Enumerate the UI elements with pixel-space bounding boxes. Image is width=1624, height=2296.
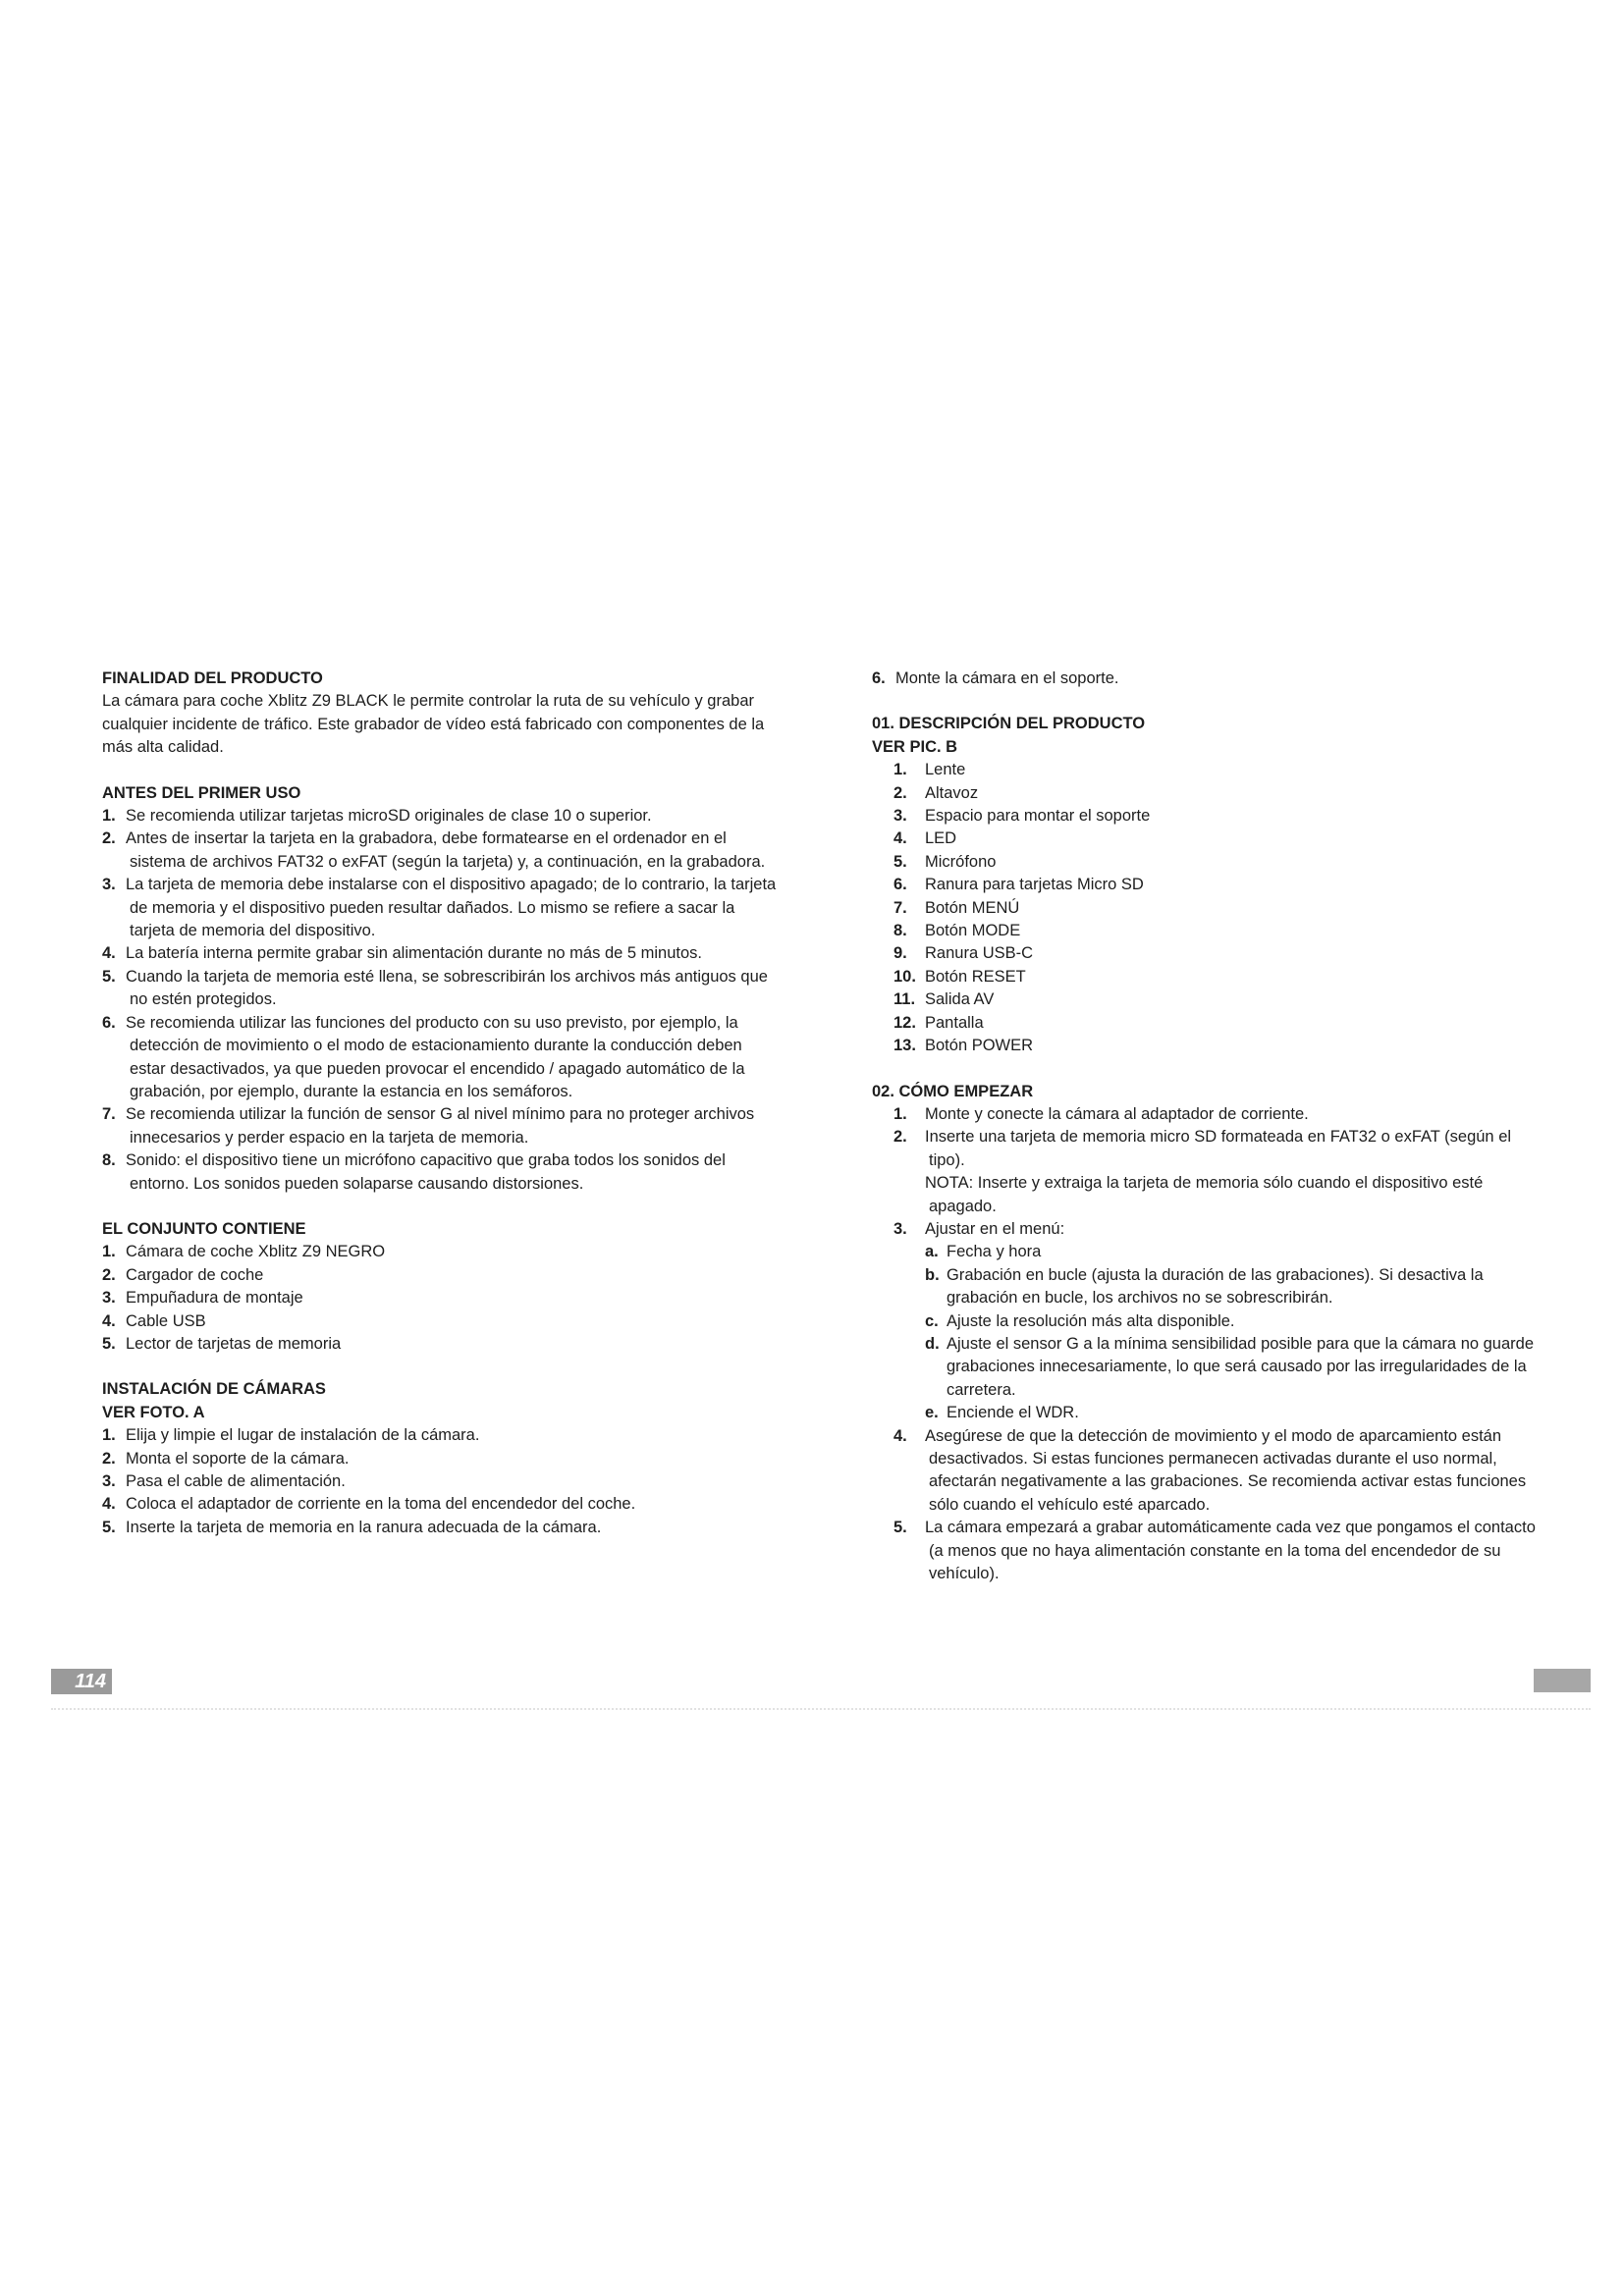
- page-tab-right: [1534, 1669, 1591, 1692]
- item-text: Inserte una tarjeta de memoria micro SD formateada en FAT32 o exFAT (según el tipo).: [925, 1128, 1512, 1169]
- item-text: Lector de tarjetas de memoria: [126, 1334, 342, 1353]
- item-text: Sonido: el dispositivo tiene un micrófono capacitivo que graba todos los sonidos del entorno. Los sonidos pueden solaparse causando distorsiones.: [126, 1151, 726, 1193]
- item-number: 3.: [102, 1472, 116, 1490]
- item-text: Salida AV: [925, 990, 995, 1009]
- item-letter: b.: [925, 1265, 940, 1284]
- item-text: Empuñadura de montaje: [126, 1289, 303, 1308]
- item-number: 3.: [102, 1289, 116, 1308]
- list-item: [102, 1448, 780, 1470]
- numbered-list: [102, 1424, 780, 1539]
- item-number: 1.: [102, 1243, 116, 1261]
- item-text: Ajuste el sensor G a la mínima sensibilidad posible para que la cámara no guarde grabaciones innecesariamente, lo que será causado por las irregularidades de la carretera.: [947, 1334, 1535, 1399]
- item-number: 10.: [893, 967, 916, 986]
- item-number: 2.: [102, 1449, 116, 1468]
- list-item: [872, 874, 1549, 896]
- section-title: 02. CÓMO EMPEZAR: [872, 1082, 1034, 1100]
- footer-rule: [51, 1708, 1591, 1711]
- paragraph: La cámara para coche Xblitz Z9 BLACK le permite controlar la ruta de su vehículo y grabar cualquier incidente de tráfico. Este grabador de vídeo está fabricado con componentes de la más alta calidad.: [102, 692, 765, 757]
- list-item: [102, 1264, 780, 1287]
- section-finalidad: [102, 667, 780, 760]
- item-text: Se recomienda utilizar la función de sensor G al nivel mínimo para no proteger archivos innecesarios y perder espacio en la tarjeta de memoria.: [126, 1105, 755, 1147]
- list-item: [872, 1103, 1549, 1126]
- item-text: Ranura USB-C: [925, 944, 1034, 963]
- item-text: Espacio para montar el soporte: [925, 807, 1151, 826]
- item-text: Inserte la tarjeta de memoria en la ranura adecuada de la cámara.: [126, 1518, 602, 1536]
- list-item: [102, 1241, 780, 1263]
- numbered-list: [872, 759, 1549, 1057]
- list-item: [872, 942, 1549, 965]
- section-continuation: [872, 667, 1549, 690]
- list-item: [872, 966, 1549, 988]
- item-number: 4.: [102, 944, 116, 963]
- list-item: [872, 988, 1549, 1011]
- item-text: Altavoz: [925, 783, 979, 802]
- item-number: 5.: [893, 1519, 907, 1537]
- item-text: LED: [925, 829, 957, 848]
- item-number: 11.: [893, 990, 916, 1009]
- list-item: [872, 1517, 1549, 1585]
- list-item: [872, 1425, 1549, 1518]
- item-text: Botón MODE: [925, 922, 1021, 940]
- list-item: [102, 966, 780, 1012]
- section-title: ANTES DEL PRIMER USO: [102, 783, 301, 802]
- item-text: Cuando la tarjeta de memoria esté llena, se sobrescribirán los archivos más antiguos que no estén protegidos.: [126, 967, 768, 1009]
- list-item: [102, 1149, 780, 1196]
- item-letter: e.: [925, 1404, 939, 1422]
- item-text: Coloca el adaptador de corriente en la toma del encendedor del coche.: [126, 1495, 636, 1514]
- list-item: [102, 1333, 780, 1356]
- list-item: [872, 1035, 1549, 1057]
- numbered-list: [872, 667, 1549, 690]
- sub-list-item: [872, 1264, 1549, 1310]
- list-item: [102, 1103, 780, 1149]
- item-number: 3.: [893, 807, 907, 826]
- item-number: 1.: [893, 761, 907, 779]
- sub-list-item: [872, 1310, 1549, 1333]
- item-number: 8.: [893, 922, 907, 940]
- section-subtitle: VER PIC. B: [872, 737, 958, 756]
- list-item: [872, 667, 1549, 690]
- numbered-list: [102, 1241, 780, 1356]
- item-text: Antes de insertar la tarjeta en la grabadora, debe formatearse en el ordenador en el sistema de archivos FAT32 o exFAT (según la tarjeta) y, a continuación, en la grabadora.: [126, 829, 766, 871]
- list-item: [872, 897, 1549, 920]
- item-text: Monte la cámara en el soporte.: [895, 669, 1119, 687]
- item-number: 1.: [893, 1104, 907, 1123]
- numbered-list: [872, 1103, 1549, 1241]
- item-text: Lente: [925, 761, 966, 779]
- list-item: [102, 1287, 780, 1309]
- item-number: 4.: [893, 1426, 907, 1445]
- item-number: 8.: [102, 1151, 116, 1170]
- item-text: Botón RESET: [925, 967, 1026, 986]
- list-item: [102, 828, 780, 874]
- item-text: Ranura para tarjetas Micro SD: [925, 876, 1144, 894]
- numbered-list: [102, 805, 780, 1196]
- item-number: 5.: [102, 1518, 116, 1536]
- numbered-list-continued: [872, 1425, 1549, 1586]
- note-text: NOTA: Inserte y extraiga la tarjeta de memoria sólo cuando el dispositivo esté apagado.: [925, 1174, 1484, 1215]
- item-text: La cámara empezará a grabar automáticamente cada vez que pongamos el contacto (a menos que no haya alimentación constante en la toma del encendedor de su vehículo).: [925, 1519, 1536, 1583]
- section-title: FINALIDAD DEL PRODUCTO: [102, 669, 323, 687]
- sub-list-item: [872, 1402, 1549, 1424]
- item-number: 6.: [872, 669, 886, 687]
- item-text: Elija y limpie el lugar de instalación de la cámara.: [126, 1426, 480, 1445]
- item-number: 1.: [102, 1426, 116, 1445]
- item-text: Botón POWER: [925, 1037, 1034, 1055]
- item-number: 3.: [893, 1219, 907, 1238]
- item-number: 1.: [102, 807, 116, 826]
- item-text: Asegúrese de que la detección de movimiento y el modo de aparcamiento están desactivados. Si estas funciones permanecen activadas durante el uso normal, afectarán negativamente a las grabaciones. Se recomienda activar estas funciones sólo cuando el vehículo esté aparcado.: [925, 1426, 1527, 1514]
- section-title: EL CONJUNTO CONTIENE: [102, 1219, 306, 1238]
- list-item: [872, 828, 1549, 850]
- item-text: La batería interna permite grabar sin alimentación durante no más de 5 minutos.: [126, 944, 702, 963]
- sub-list-item: [872, 1333, 1549, 1402]
- item-text: Micrófono: [925, 852, 997, 871]
- item-text: Se recomienda utilizar las funciones del producto con su uso previsto, por ejemplo, la detección de movimiento o el modo de estacionamiento durante la conducción deben estar desactivados, ya que pueden provocar el encendido / apagado automático de la grabación, por ejemplo, durante la estancia en los semáforos.: [126, 1013, 745, 1100]
- list-item: [872, 759, 1549, 781]
- list-item: [102, 1012, 780, 1104]
- page-number: 114: [75, 1671, 106, 1692]
- item-number: 9.: [893, 944, 907, 963]
- list-item: [102, 1424, 780, 1447]
- item-number: 5.: [102, 967, 116, 986]
- item-number: 4.: [102, 1495, 116, 1514]
- section-instalacion: [102, 1378, 780, 1539]
- sub-list-item: [872, 1241, 1549, 1263]
- item-number: 7.: [102, 1105, 116, 1124]
- right-column: [872, 667, 1549, 1608]
- list-item: [872, 920, 1549, 942]
- list-item: [102, 874, 780, 942]
- item-text: Ajuste la resolución más alta disponible.: [947, 1311, 1235, 1330]
- list-item: [102, 1310, 780, 1333]
- section-descripcion: [872, 713, 1549, 1057]
- item-number: 6.: [102, 1013, 116, 1032]
- section-title: 01. DESCRIPCIÓN DEL PRODUCTO: [872, 715, 1146, 733]
- list-item: [872, 1012, 1549, 1035]
- list-item: [102, 1517, 780, 1539]
- item-text: Enciende el WDR.: [947, 1404, 1079, 1422]
- item-number: 12.: [893, 1013, 916, 1032]
- item-letter: d.: [925, 1334, 940, 1353]
- item-text: Grabación en bucle (ajusta la duración de las grabaciones). Si desactiva la grabación en bucle, los archivos no se sobrescribirán.: [947, 1265, 1484, 1308]
- list-item: [872, 1218, 1549, 1241]
- list-item: [872, 805, 1549, 828]
- section-subtitle: VER FOTO. A: [102, 1403, 205, 1421]
- item-number: 4.: [893, 829, 907, 848]
- list-item: [102, 1493, 780, 1516]
- item-number: 2.: [893, 1128, 907, 1147]
- section-conjunto-contiene: [102, 1218, 780, 1356]
- item-text: Se recomienda utilizar tarjetas microSD originales de clase 10 o superior.: [126, 807, 652, 826]
- sub-list: [872, 1241, 1549, 1424]
- list-item: [872, 782, 1549, 805]
- item-letter: c.: [925, 1311, 939, 1330]
- item-number: 2.: [893, 783, 907, 802]
- item-text: Monta el soporte de la cámara.: [126, 1449, 350, 1468]
- item-text: Cargador de coche: [126, 1265, 264, 1284]
- item-number: 7.: [893, 898, 907, 917]
- item-text: La tarjeta de memoria debe instalarse con el dispositivo apagado; de lo contrario, la tarjeta de memoria y el dispositivo pueden resultar dañados. Lo mismo se refiere a sacar la tarjeta de memoria del dispositivo.: [126, 876, 777, 940]
- item-text: Cámara de coche Xblitz Z9 NEGRO: [126, 1243, 386, 1261]
- item-number: 13.: [893, 1037, 916, 1055]
- list-item: [872, 851, 1549, 874]
- item-text: Monte y conecte la cámara al adaptador de corriente.: [925, 1104, 1309, 1123]
- item-number: 4.: [102, 1311, 116, 1330]
- list-item: [102, 1470, 780, 1493]
- item-number: 5.: [893, 852, 907, 871]
- section-title: INSTALACIÓN DE CÁMARAS: [102, 1380, 326, 1399]
- list-item: [102, 942, 780, 965]
- page-number-tab: [51, 1669, 112, 1694]
- item-text: Cable USB: [126, 1311, 206, 1330]
- left-column: [102, 667, 780, 1562]
- item-number: 2.: [102, 829, 116, 848]
- section-antes-primer-uso: [102, 782, 780, 1196]
- item-text: Botón MENÚ: [925, 898, 1020, 917]
- item-number: 6.: [893, 876, 907, 894]
- list-item: [102, 805, 780, 828]
- item-number: 3.: [102, 876, 116, 894]
- item-letter: a.: [925, 1243, 939, 1261]
- section-como-empezar: [872, 1081, 1549, 1586]
- item-text: Pantalla: [925, 1013, 984, 1032]
- item-text: Pasa el cable de alimentación.: [126, 1472, 346, 1490]
- item-number: 2.: [102, 1265, 116, 1284]
- item-text: Fecha y hora: [947, 1243, 1042, 1261]
- item-text: Ajustar en el menú:: [925, 1219, 1065, 1238]
- list-item: [872, 1126, 1549, 1218]
- item-number: 5.: [102, 1334, 116, 1353]
